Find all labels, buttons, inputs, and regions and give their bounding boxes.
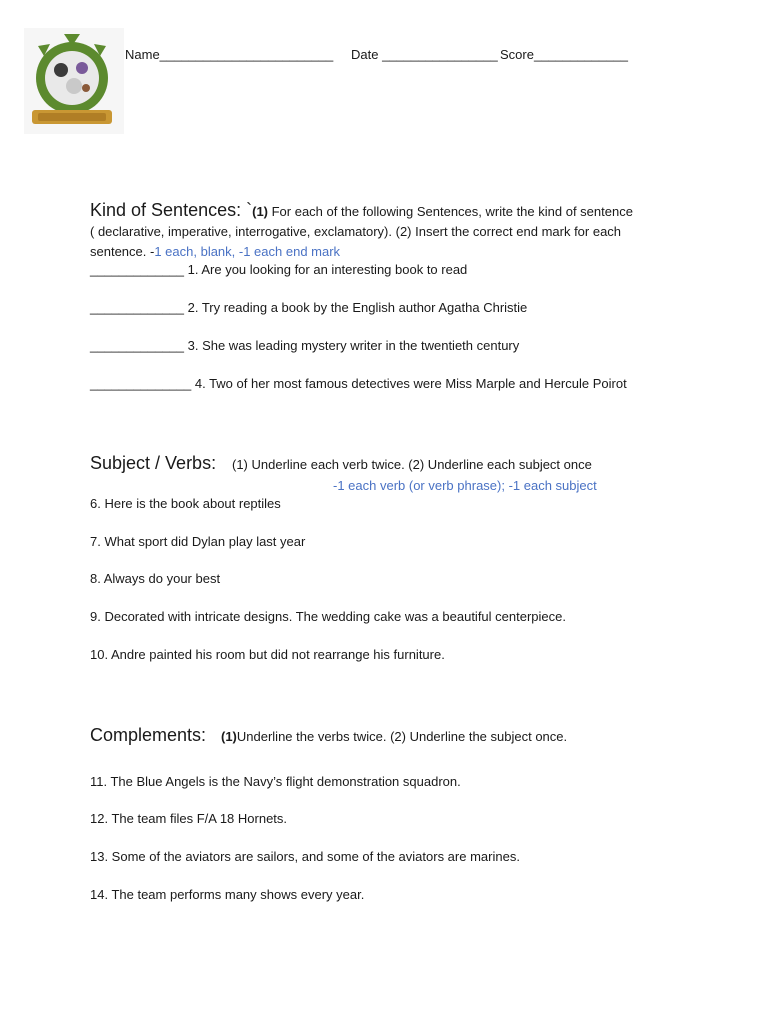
section1-scoring-note: 1 each, blank, -1 each end mark bbox=[154, 244, 341, 259]
section3-heading: Complements: bbox=[90, 725, 207, 745]
list-item bbox=[90, 376, 627, 391]
list-item bbox=[90, 338, 519, 353]
list-item bbox=[90, 300, 527, 315]
list-item: 6. Here is the book about reptiles bbox=[90, 496, 281, 511]
name-field-label: Name________________________ bbox=[125, 47, 334, 62]
section3-heading-line bbox=[90, 725, 206, 746]
list-item: 7. What sport did Dylan play last year bbox=[90, 534, 306, 549]
list-item: 11. The Blue Angels is the Navy’s flight demonstration squadron. bbox=[90, 774, 461, 789]
list-item: 14. The team performs many shows every year. bbox=[90, 887, 365, 902]
answer-blank: ______________ bbox=[90, 376, 192, 391]
section3-instr-num: (1) bbox=[221, 729, 237, 744]
list-item: 8. Always do your best bbox=[90, 571, 221, 586]
answer-blank: _____________ bbox=[90, 338, 184, 353]
section1-instr-prefix: sentence. - bbox=[90, 244, 155, 259]
section1-tick: ` bbox=[241, 200, 253, 220]
item-text: 3. She was leading mystery writer in the twentieth century bbox=[184, 338, 520, 353]
section1-instr-line3 bbox=[90, 244, 340, 259]
list-item bbox=[90, 262, 467, 277]
date-field-label: Date ________________ bbox=[351, 47, 498, 62]
section2-heading: Subject / Verbs: bbox=[90, 453, 217, 473]
list-item: 10. Andre painted his room but did not rearrange his furniture. bbox=[90, 647, 445, 662]
section2-instr: (1) Underline each verb twice. (2) Underline each subject once bbox=[232, 457, 592, 472]
section1-instr-line1: For each of the following Sentences, write the kind of sentence bbox=[268, 204, 633, 219]
item-text: 2. Try reading a book by the English author Agatha Christie bbox=[184, 300, 528, 315]
list-item: 13. Some of the aviators are sailors, and some of the aviators are marines. bbox=[90, 849, 520, 864]
school-logo bbox=[24, 28, 124, 134]
section1-instr-line2: ( declarative, imperative, interrogative, exclamatory). (2) Insert the correct end mark for each bbox=[90, 224, 622, 239]
list-item: 9. Decorated with intricate designs. The wedding cake was a beautiful centerpiece. bbox=[90, 609, 566, 624]
section2-scoring-note: -1 each verb (or verb phrase); -1 each subject bbox=[333, 478, 597, 493]
section1-heading-line bbox=[90, 200, 633, 221]
answer-blank: _____________ bbox=[90, 262, 184, 277]
list-item: 12. The team files F/A 18 Hornets. bbox=[90, 811, 288, 826]
section3-instr-line bbox=[221, 729, 567, 744]
section1-instr-num: (1) bbox=[252, 204, 268, 219]
section2-heading-line bbox=[90, 453, 216, 474]
item-text: 1. Are you looking for an interesting book to read bbox=[184, 262, 468, 277]
section1-heading: Kind of Sentences: bbox=[90, 200, 242, 220]
score-field-label: Score_____________ bbox=[500, 47, 628, 62]
answer-blank: _____________ bbox=[90, 300, 184, 315]
item-text: 4. Two of her most famous detectives were Miss Marple and Hercule Poirot bbox=[191, 376, 627, 391]
section3-instr: Underline the verbs twice. (2) Underline the subject once. bbox=[236, 729, 568, 744]
